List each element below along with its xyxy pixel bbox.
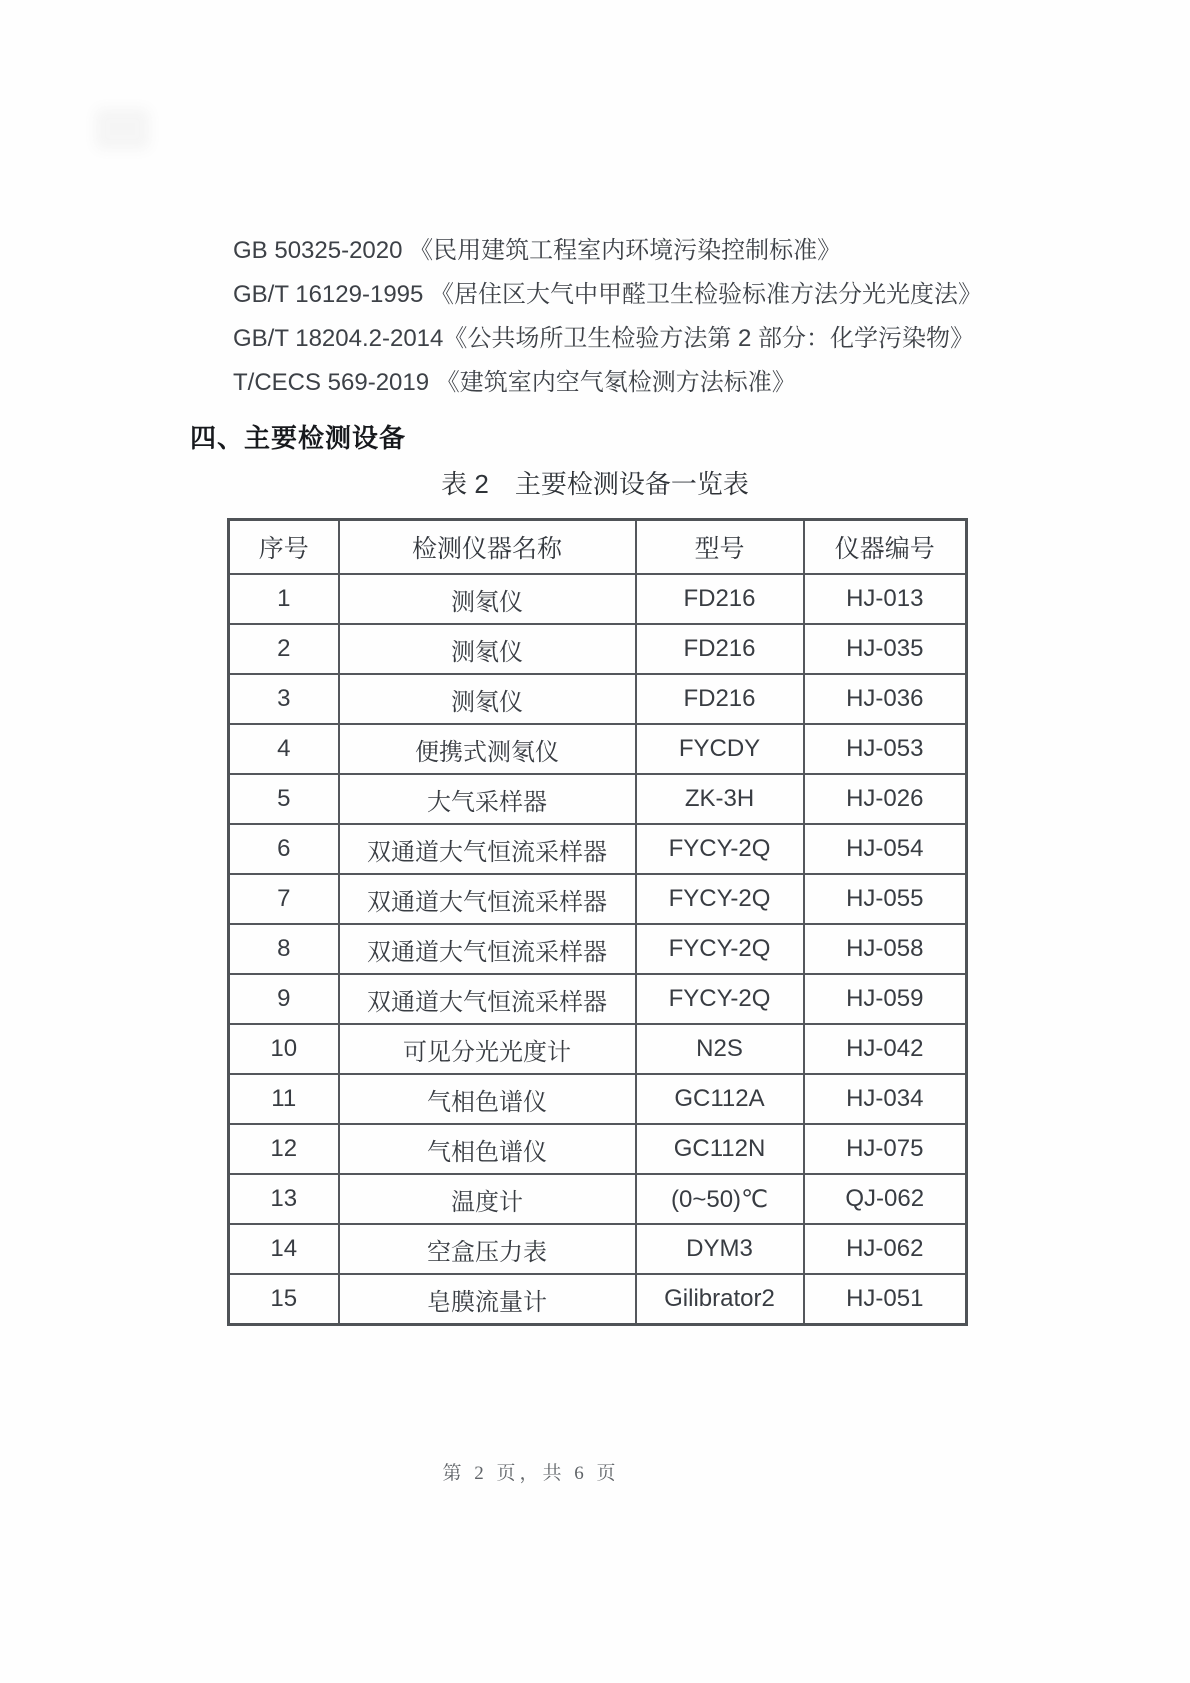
cell-serial-no: 6: [229, 824, 339, 874]
cell-serial-no: 4: [229, 724, 339, 774]
cell-instrument-id: HJ-053: [804, 724, 967, 774]
table-row: [229, 1224, 967, 1274]
cell-model: GC112N: [636, 1124, 804, 1174]
cell-serial-no: 10: [229, 1024, 339, 1074]
cell-instrument-name: 可见分光光度计: [339, 1024, 636, 1074]
cell-model: FD216: [636, 674, 804, 724]
cell-model: FD216: [636, 574, 804, 624]
cell-instrument-name: 测氡仪: [339, 674, 636, 724]
cell-serial-no: 7: [229, 874, 339, 924]
cell-instrument-id: HJ-062: [804, 1224, 967, 1274]
cell-instrument-id: HJ-075: [804, 1124, 967, 1174]
standard-reference-line: GB/T 18204.2-2014《公共场所卫生检验方法第 2 部分：化学污染物》: [233, 325, 975, 352]
table-row: [229, 624, 967, 674]
cell-instrument-name: 双通道大气恒流采样器: [339, 874, 636, 924]
cell-instrument-id: HJ-042: [804, 1024, 967, 1074]
standards-reference-list: [233, 236, 1113, 412]
cell-serial-no: 11: [229, 1074, 339, 1124]
column-header-serial-no: 序号: [229, 520, 339, 575]
cell-model: (0~50)℃: [636, 1174, 804, 1224]
cell-serial-no: 12: [229, 1124, 339, 1174]
cell-model: FYCY-2Q: [636, 824, 804, 874]
cell-instrument-name: 气相色谱仪: [339, 1124, 636, 1174]
cell-model: DYM3: [636, 1224, 804, 1274]
cell-instrument-name: 双通道大气恒流采样器: [339, 924, 636, 974]
table-row: [229, 824, 967, 874]
cell-model: N2S: [636, 1024, 804, 1074]
cell-serial-no: 2: [229, 624, 339, 674]
table-row: [229, 1274, 967, 1325]
table-row: [229, 1024, 967, 1074]
equipment-table: [227, 518, 968, 1326]
table-row: [229, 974, 967, 1024]
cell-instrument-name: 温度计: [339, 1174, 636, 1224]
column-header-instrument-id: 仪器编号: [804, 520, 967, 575]
cell-serial-no: 15: [229, 1274, 339, 1325]
table-row: [229, 674, 967, 724]
cell-instrument-id: HJ-013: [804, 574, 967, 624]
cell-instrument-name: 双通道大气恒流采样器: [339, 824, 636, 874]
cell-instrument-id: QJ-062: [804, 1174, 967, 1224]
cell-serial-no: 1: [229, 574, 339, 624]
cell-instrument-id: HJ-034: [804, 1074, 967, 1124]
cell-model: FYCY-2Q: [636, 974, 804, 1024]
cell-model: FYCY-2Q: [636, 874, 804, 924]
cell-model: FD216: [636, 624, 804, 674]
column-header-model: 型号: [636, 520, 804, 575]
standard-reference-line: GB 50325-2020 《民用建筑工程室内环境污染控制标准》: [233, 237, 842, 264]
standard-reference-line: GB/T 16129-1995 《居住区大气中甲醛卫生检验标准方法分光光度法》: [233, 281, 983, 308]
cell-instrument-id: HJ-054: [804, 824, 967, 874]
cell-instrument-name: 便携式测氡仪: [339, 724, 636, 774]
cell-model: FYCDY: [636, 724, 804, 774]
cell-instrument-id: HJ-058: [804, 924, 967, 974]
table-caption: [0, 464, 1190, 501]
standard-reference-line: T/CECS 569-2019 《建筑室内空气氡检测方法标准》: [233, 369, 796, 396]
cell-serial-no: 3: [229, 674, 339, 724]
table-caption-title: 主要检测设备一览表: [514, 469, 749, 499]
cell-serial-no: 9: [229, 974, 339, 1024]
cell-model: FYCY-2Q: [636, 924, 804, 974]
cell-instrument-id: HJ-059: [804, 974, 967, 1024]
cell-instrument-name: 空盒压力表: [339, 1224, 636, 1274]
cell-instrument-name: 测氡仪: [339, 624, 636, 674]
cell-model: Gilibrator2: [636, 1274, 804, 1325]
table-row: [229, 1074, 967, 1124]
cell-serial-no: 13: [229, 1174, 339, 1224]
cell-instrument-name: 大气采样器: [339, 774, 636, 824]
table-row: [229, 874, 967, 924]
cell-serial-no: 14: [229, 1224, 339, 1274]
cell-instrument-name: 皂膜流量计: [339, 1274, 636, 1325]
table-row: [229, 774, 967, 824]
cell-serial-no: 8: [229, 924, 339, 974]
table-caption-label: 表 2: [441, 469, 489, 499]
cell-instrument-id: HJ-055: [804, 874, 967, 924]
column-header-instrument-name: 检测仪器名称: [339, 520, 636, 575]
table-header-row: [229, 520, 967, 575]
cell-serial-no: 5: [229, 774, 339, 824]
cell-instrument-id: HJ-026: [804, 774, 967, 824]
section-heading: 四、主要检测设备: [190, 423, 407, 453]
scan-artifact: [95, 108, 150, 150]
table-row: [229, 724, 967, 774]
table-row: [229, 574, 967, 624]
cell-instrument-id: HJ-036: [804, 674, 967, 724]
cell-instrument-id: HJ-051: [804, 1274, 967, 1325]
page-number: 第 2 页，共 6 页: [442, 1463, 620, 1484]
cell-model: GC112A: [636, 1074, 804, 1124]
cell-instrument-id: HJ-035: [804, 624, 967, 674]
equipment-table-body: [229, 574, 967, 1325]
cell-model: ZK-3H: [636, 774, 804, 824]
cell-instrument-name: 双通道大气恒流采样器: [339, 974, 636, 1024]
cell-instrument-name: 气相色谱仪: [339, 1074, 636, 1124]
table-row: [229, 924, 967, 974]
table-row: [229, 1174, 967, 1224]
table-row: [229, 1124, 967, 1174]
cell-instrument-name: 测氡仪: [339, 574, 636, 624]
